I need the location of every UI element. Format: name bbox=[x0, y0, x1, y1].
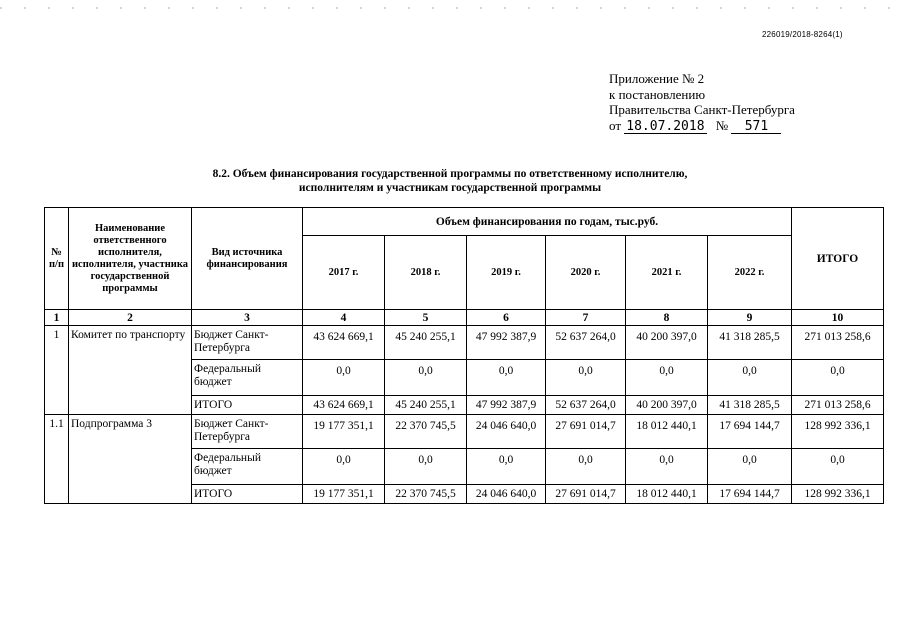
value-cell: 17 694 144,7 bbox=[708, 485, 792, 504]
value-cell: 40 200 397,0 bbox=[626, 326, 708, 360]
heading-line-2: исполнителям и участникам государственной программы bbox=[298, 182, 602, 194]
appendix-block bbox=[609, 71, 795, 134]
appendix-line-1: Приложение № 2 bbox=[609, 71, 705, 86]
heading-line-1: 8.2. Объем финансирования государственной программы по ответственному исполнителю, bbox=[212, 168, 688, 180]
colnum: 1 bbox=[45, 310, 69, 326]
value-cell: 45 240 255,1 bbox=[385, 396, 467, 415]
value-cell: 0,0 bbox=[626, 449, 708, 485]
value-cell: 52 637 264,0 bbox=[546, 396, 626, 415]
value-cell: 0,0 bbox=[708, 360, 792, 396]
number-prefix: № bbox=[715, 117, 729, 133]
value-cell: 43 624 669,1 bbox=[303, 326, 385, 360]
value-cell: 271 013 258,6 bbox=[792, 326, 884, 360]
header-total: ИТОГО bbox=[792, 208, 884, 310]
value-cell: 18 012 440,1 bbox=[626, 415, 708, 449]
row-source: Федеральный бюджет bbox=[192, 449, 303, 485]
column-number-row bbox=[45, 310, 884, 326]
value-cell: 24 046 640,0 bbox=[467, 415, 546, 449]
row-source: Федеральный бюджет bbox=[192, 360, 303, 396]
value-cell: 0,0 bbox=[708, 449, 792, 485]
value-cell: 45 240 255,1 bbox=[385, 326, 467, 360]
value-cell: 47 992 387,9 bbox=[467, 326, 546, 360]
value-cell: 41 318 285,5 bbox=[708, 396, 792, 415]
value-cell: 19 177 351,1 bbox=[303, 485, 385, 504]
value-cell: 27 691 014,7 bbox=[546, 485, 626, 504]
header-year-2017: 2017 г. bbox=[303, 236, 385, 310]
colnum: 3 bbox=[192, 310, 303, 326]
value-cell: 41 318 285,5 bbox=[708, 326, 792, 360]
header-year-2018: 2018 г. bbox=[385, 236, 467, 310]
value-cell: 0,0 bbox=[385, 360, 467, 396]
row-source: ИТОГО bbox=[192, 396, 303, 415]
header-year-2020: 2020 г. bbox=[546, 236, 626, 310]
scan-artifact-dots bbox=[0, 7, 905, 9]
resolution-date: 18.07.2018 bbox=[626, 118, 705, 134]
value-cell: 22 370 745,5 bbox=[385, 485, 467, 504]
colnum: 4 bbox=[303, 310, 385, 326]
header-source: Вид источника финансирования bbox=[192, 208, 303, 310]
header-num: № п/п bbox=[45, 208, 69, 310]
value-cell: 22 370 745,5 bbox=[385, 415, 467, 449]
value-cell: 52 637 264,0 bbox=[546, 326, 626, 360]
value-cell: 0,0 bbox=[385, 449, 467, 485]
section-heading bbox=[150, 167, 750, 195]
value-cell: 24 046 640,0 bbox=[467, 485, 546, 504]
value-cell: 0,0 bbox=[303, 449, 385, 485]
value-cell: 18 012 440,1 bbox=[626, 485, 708, 504]
value-cell: 0,0 bbox=[626, 360, 708, 396]
value-cell: 0,0 bbox=[467, 449, 546, 485]
colnum: 10 bbox=[792, 310, 884, 326]
resolution-number: 571 bbox=[731, 120, 781, 134]
value-cell: 0,0 bbox=[546, 449, 626, 485]
row-executor-name: Подпрограмма 3 bbox=[69, 415, 192, 504]
value-cell: 0,0 bbox=[303, 360, 385, 396]
row-executor-name: Комитет по транспорту bbox=[69, 326, 192, 415]
row-source: ИТОГО bbox=[192, 485, 303, 504]
value-cell: 128 992 336,1 bbox=[792, 485, 884, 504]
document-id: 226019/2018-8264(1) bbox=[762, 30, 843, 39]
value-cell: 0,0 bbox=[792, 449, 884, 485]
value-cell: 128 992 336,1 bbox=[792, 415, 884, 449]
colnum: 2 bbox=[69, 310, 192, 326]
date-prefix: от bbox=[609, 117, 622, 133]
colnum: 6 bbox=[467, 310, 546, 326]
colnum: 7 bbox=[546, 310, 626, 326]
financing-table bbox=[44, 207, 884, 504]
value-cell: 27 691 014,7 bbox=[546, 415, 626, 449]
colnum: 9 bbox=[708, 310, 792, 326]
table-row bbox=[45, 415, 884, 449]
value-cell: 271 013 258,6 bbox=[792, 396, 884, 415]
colnum: 5 bbox=[385, 310, 467, 326]
row-num: 1.1 bbox=[45, 415, 69, 504]
appendix-date-line bbox=[609, 118, 795, 134]
header-name: Наименование ответственного исполнителя, исполнителя, участника государственной программы bbox=[69, 208, 192, 310]
row-source: Бюджет Санкт-Петербурга bbox=[192, 415, 303, 449]
row-num: 1 bbox=[45, 326, 69, 415]
value-cell: 17 694 144,7 bbox=[708, 415, 792, 449]
header-year-2021: 2021 г. bbox=[626, 236, 708, 310]
row-source: Бюджет Санкт-Петербурга bbox=[192, 326, 303, 360]
value-cell: 0,0 bbox=[546, 360, 626, 396]
appendix-line-2: к постановлению bbox=[609, 86, 706, 102]
value-cell: 19 177 351,1 bbox=[303, 415, 385, 449]
header-year-2022: 2022 г. bbox=[708, 236, 792, 310]
appendix-line-3: Правительства Санкт-Петербурга bbox=[609, 102, 795, 117]
value-cell: 0,0 bbox=[792, 360, 884, 396]
value-cell: 0,0 bbox=[467, 360, 546, 396]
table-row bbox=[45, 326, 884, 360]
value-cell: 47 992 387,9 bbox=[467, 396, 546, 415]
header-year-2019: 2019 г. bbox=[467, 236, 546, 310]
value-cell: 43 624 669,1 bbox=[303, 396, 385, 415]
header-volume: Объем финансирования по годам, тыс.руб. bbox=[303, 208, 792, 236]
colnum: 8 bbox=[626, 310, 708, 326]
value-cell: 40 200 397,0 bbox=[626, 396, 708, 415]
